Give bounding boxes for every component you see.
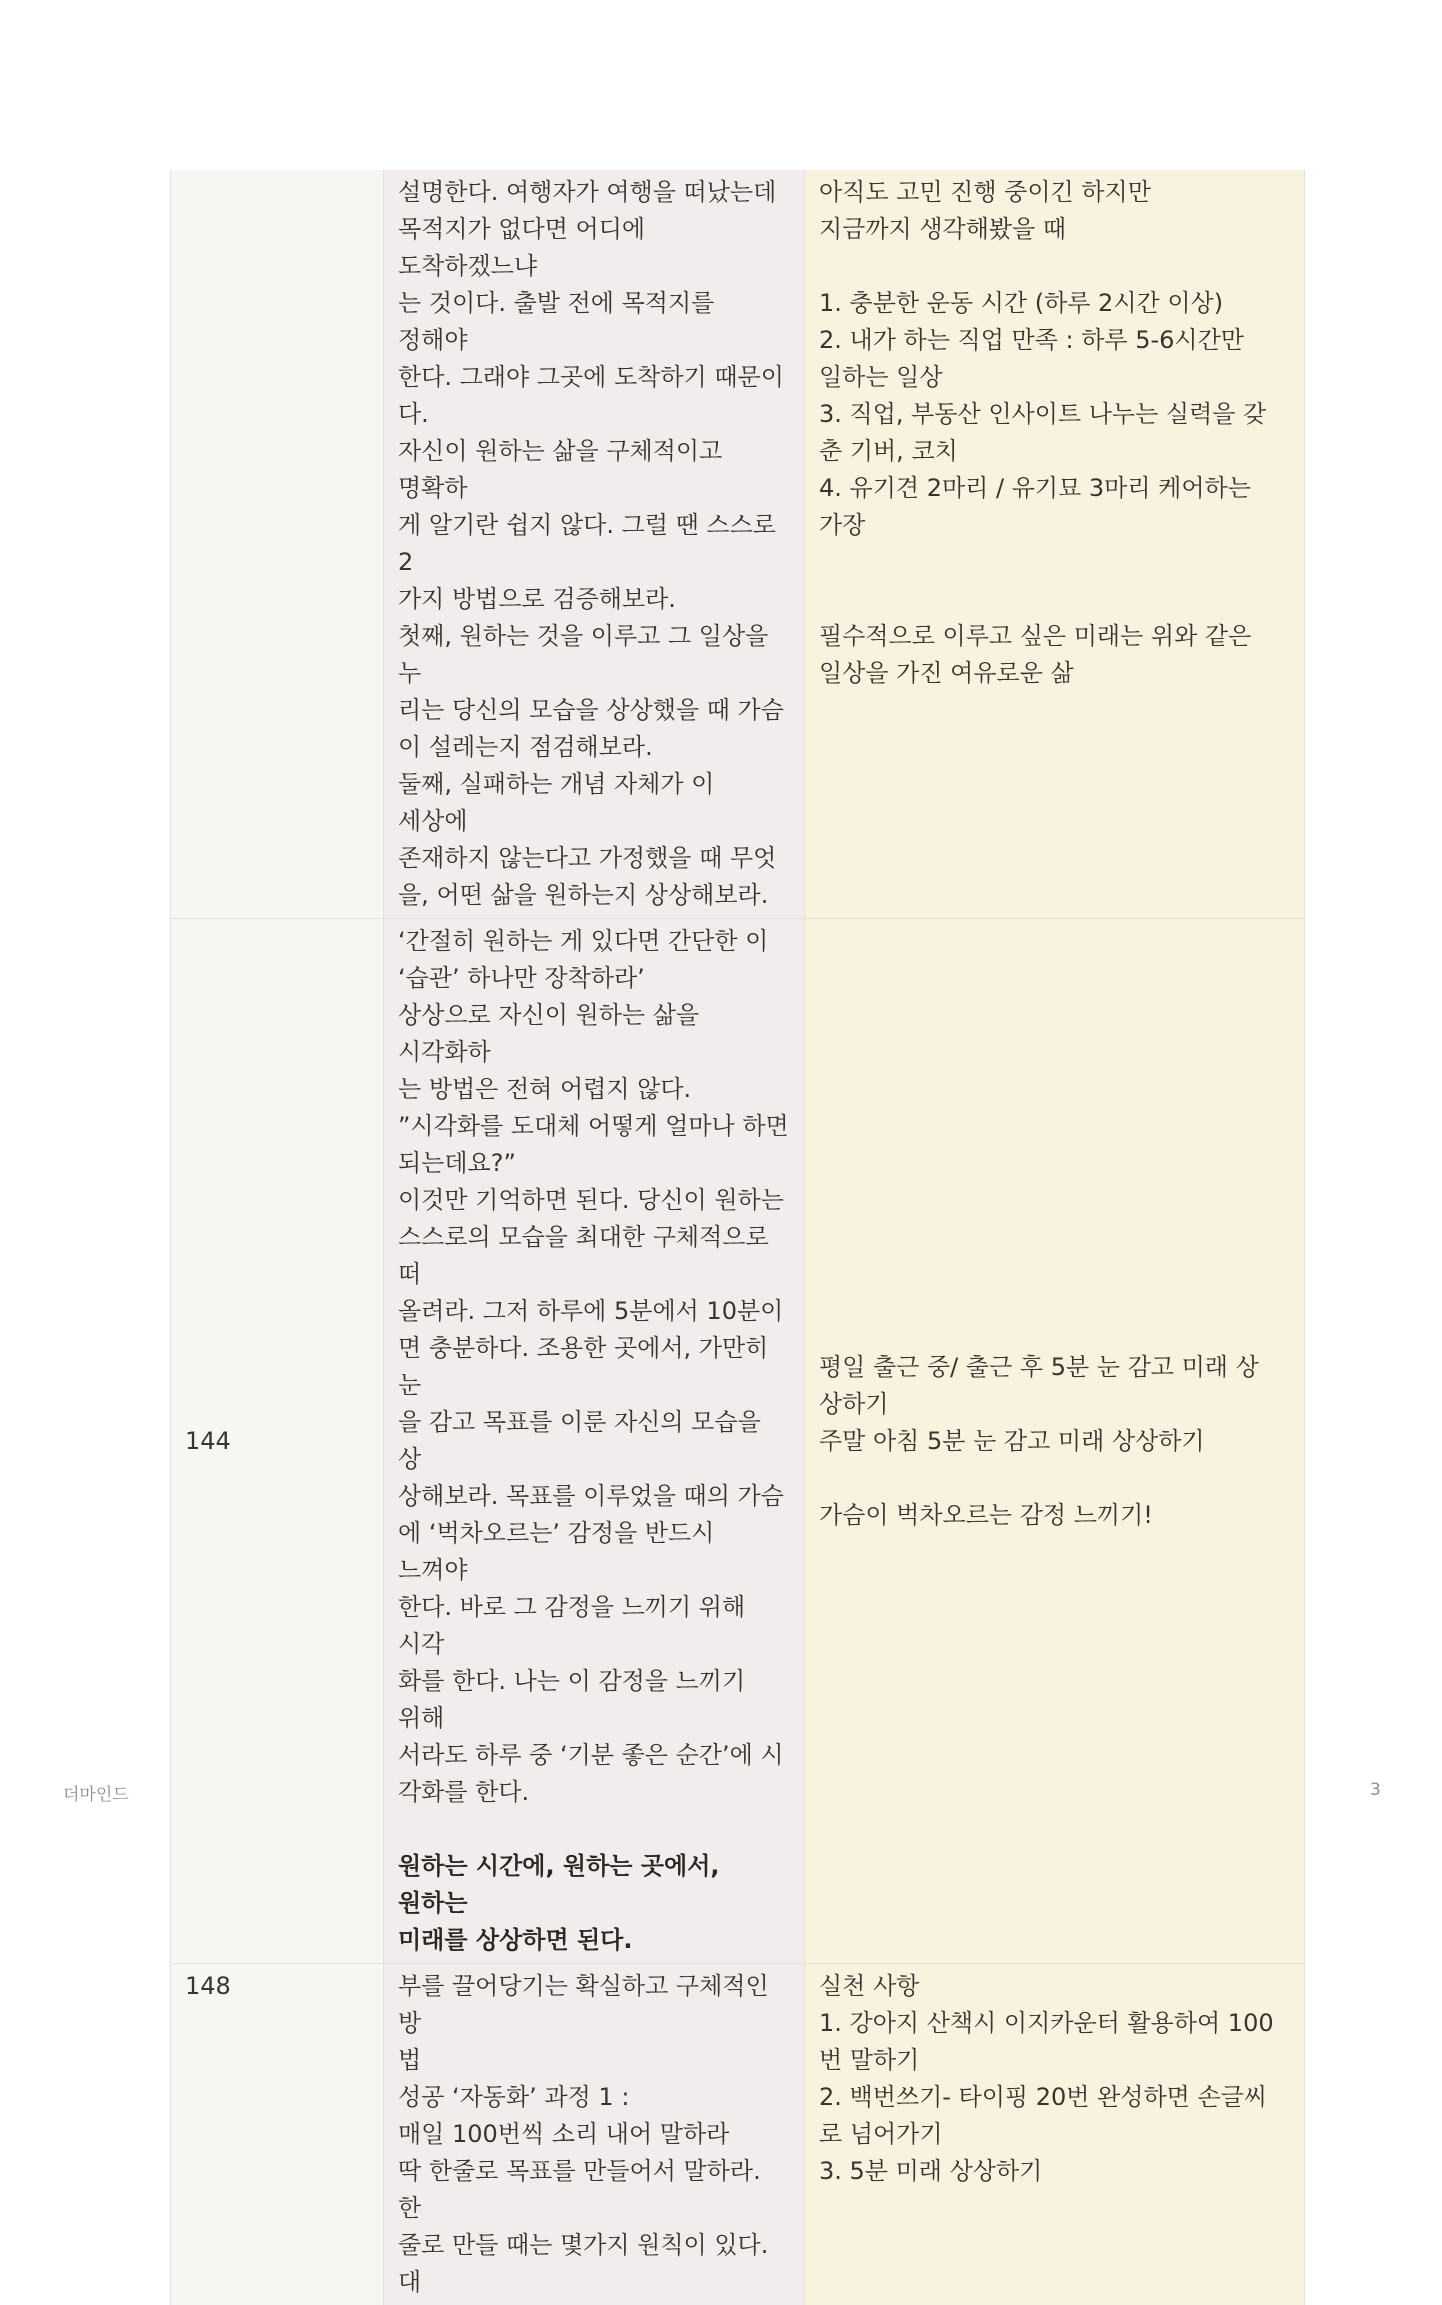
quote-line: 면 충분하다. 조용한 곳에서, 가만히 눈 [398,1330,790,1404]
quote-line: 는 것이다. 출발 전에 목적지를 정해야 [398,285,790,359]
page-number-cell [171,919,384,1964]
quote-line: 줄로 만들 때는 몇가지 원칙이 있다. 대 [398,2227,790,2301]
quote-line: 설명한다. 여행자가 여행을 떠났는데 [398,174,790,211]
note-line: 2. 내가 하는 직업 만족 : 하루 5-6시간만 [819,322,1290,359]
quote-line: ‘간절히 원하는 게 있다면 간단한 이 [398,923,790,960]
quote-line: 스스로의 모습을 최대한 구체적으로 떠 [398,1219,790,1293]
quote-line: 각화를 한다. [398,1774,790,1811]
page-number-cell [171,1964,384,2305]
note-line [819,544,1290,581]
note-line [819,248,1290,285]
quote-line: 상상으로 자신이 원하는 삶을 시각화하 [398,997,790,1071]
note-line: 필수적으로 이루고 싶은 미래는 위와 같은 [819,618,1290,655]
quote-line: 상해보라. 목표를 이루었을 때의 가슴 [398,1478,790,1515]
quote-line: 자신이 원하는 삶을 구체적이고 명확하 [398,433,790,507]
quote-line: 이 설레는지 점검해보라. [398,729,790,766]
quote-bold-line: 미래를 상상하면 된다. [398,1922,790,1959]
quote-line: 부를 끌어당기는 확실하고 구체적인 방 [398,1968,790,2042]
note-line: 평일 출근 중/ 출근 후 5분 눈 감고 미래 상 [819,1349,1290,1386]
quote-line: 둘째, 실패하는 개념 자체가 이 세상에 [398,766,790,840]
quote-line: 이것만 기억하면 된다. 당신이 원하는 [398,1182,790,1219]
quote-line: 을 감고 목표를 이룬 자신의 모습을 상 [398,1404,790,1478]
note-line: 아직도 고민 진행 중이긴 하지만 [819,174,1290,211]
quote-cell [384,170,805,919]
note-line: 4. 유기견 2마리 / 유기묘 3마리 케어하는 [819,470,1290,507]
page-number: 144 [185,1423,369,1460]
page-number [185,174,369,211]
footer-document-title: 더마인드 [63,1780,129,1805]
note-line: 2. 백번쓰기- 타이핑 20번 완성하면 손글씨 [819,2079,1290,2116]
quote-line: 한다. 그래야 그곳에 도착하기 때문이 [398,359,790,396]
quote-line: ‘습관’ 하나만 장착하라’ [398,960,790,997]
page-number-cell [171,170,384,919]
quote-line: 존재하지 않는다고 가정했을 때 무엇 [398,840,790,877]
note-line [819,1460,1290,1497]
note-line: 가장 [819,507,1290,544]
quote-line: 매일 100번씩 소리 내어 말하라 [398,2116,790,2153]
note-line: 3. 5분 미래 상상하기 [819,2153,1290,2190]
quote-line: 는 방법은 전혀 어렵지 않다. [398,1071,790,1108]
note-cell [805,170,1305,919]
note-line: 지금까지 생각해봤을 때 [819,211,1290,248]
footer-page-number: 3 [1370,1780,1381,1800]
note-line: 가슴이 벅차오르는 감정 느끼기! [819,1497,1290,1534]
note-cell [805,919,1305,1964]
note-line: 1. 강아지 산책시 이지카운터 활용하여 100 [819,2005,1290,2042]
note-line: 일상을 가진 여유로운 삶 [819,655,1290,692]
quote-line: 가지 방법으로 검증해보라. [398,581,790,618]
note-line: 1. 충분한 운동 시간 (하루 2시간 이상) [819,285,1290,322]
quote-line: 화를 한다. 나는 이 감정을 느끼기 위해 [398,1663,790,1737]
quote-line: 을, 어떤 삶을 원하는지 상상해보라. [398,877,790,914]
note-line: 주말 아침 5분 눈 감고 미래 상상하기 [819,1423,1290,1460]
quote-line: 한다. 바로 그 감정을 느끼기 위해 시각 [398,1589,790,1663]
quote-line: 에 ‘벅차오르는’ 감정을 반드시 느껴야 [398,1515,790,1589]
quote-line: 딱 한줄로 목표를 만들어서 말하라. 한 [398,2153,790,2227]
quote-line: 서라도 하루 중 ‘기분 좋은 순간’에 시 [398,1737,790,1774]
note-cell [805,1964,1305,2305]
table-row [171,170,1305,919]
quote-line: 목적지가 없다면 어디에 도착하겠느냐 [398,211,790,285]
quote-bold-line: 원하는 시간에, 원하는 곳에서, 원하는 [398,1848,790,1922]
page-number: 148 [185,1968,369,2005]
reading-notes-table [170,170,1305,2305]
quote-line: 법 [398,2042,790,2079]
quote-line: ”시각화를 도대체 어떻게 얼마나 하면 [398,1108,790,1145]
note-line: 번 말하기 [819,2042,1290,2079]
note-line: 춘 기버, 코치 [819,433,1290,470]
quote-line: 게 알기란 쉽지 않다. 그럴 땐 스스로 2 [398,507,790,581]
quote-cell [384,919,805,1964]
note-line: 상하기 [819,1386,1290,1423]
quote-line: 올려라. 그저 하루에 5분에서 10분이 [398,1293,790,1330]
quote-line: 리는 당신의 모습을 상상했을 때 가슴 [398,692,790,729]
quote-cell [384,1964,805,2305]
quote-line: 첫째, 원하는 것을 이루고 그 일상을 누 [398,618,790,692]
note-line: 일하는 일상 [819,359,1290,396]
quote-line: 성공 ‘자동화’ 과정 1 : [398,2079,790,2116]
note-line [819,581,1290,618]
note-line: 실천 사항 [819,1968,1290,2005]
note-line: 3. 직업, 부동산 인사이트 나누는 실력을 갖 [819,396,1290,433]
quote-line [398,1811,790,1848]
quote-line: 다. [398,396,790,433]
note-line: 로 넘어가기 [819,2116,1290,2153]
table-row [171,919,1305,1964]
table-row [171,1964,1305,2305]
quote-line: 되는데요?” [398,1145,790,1182]
